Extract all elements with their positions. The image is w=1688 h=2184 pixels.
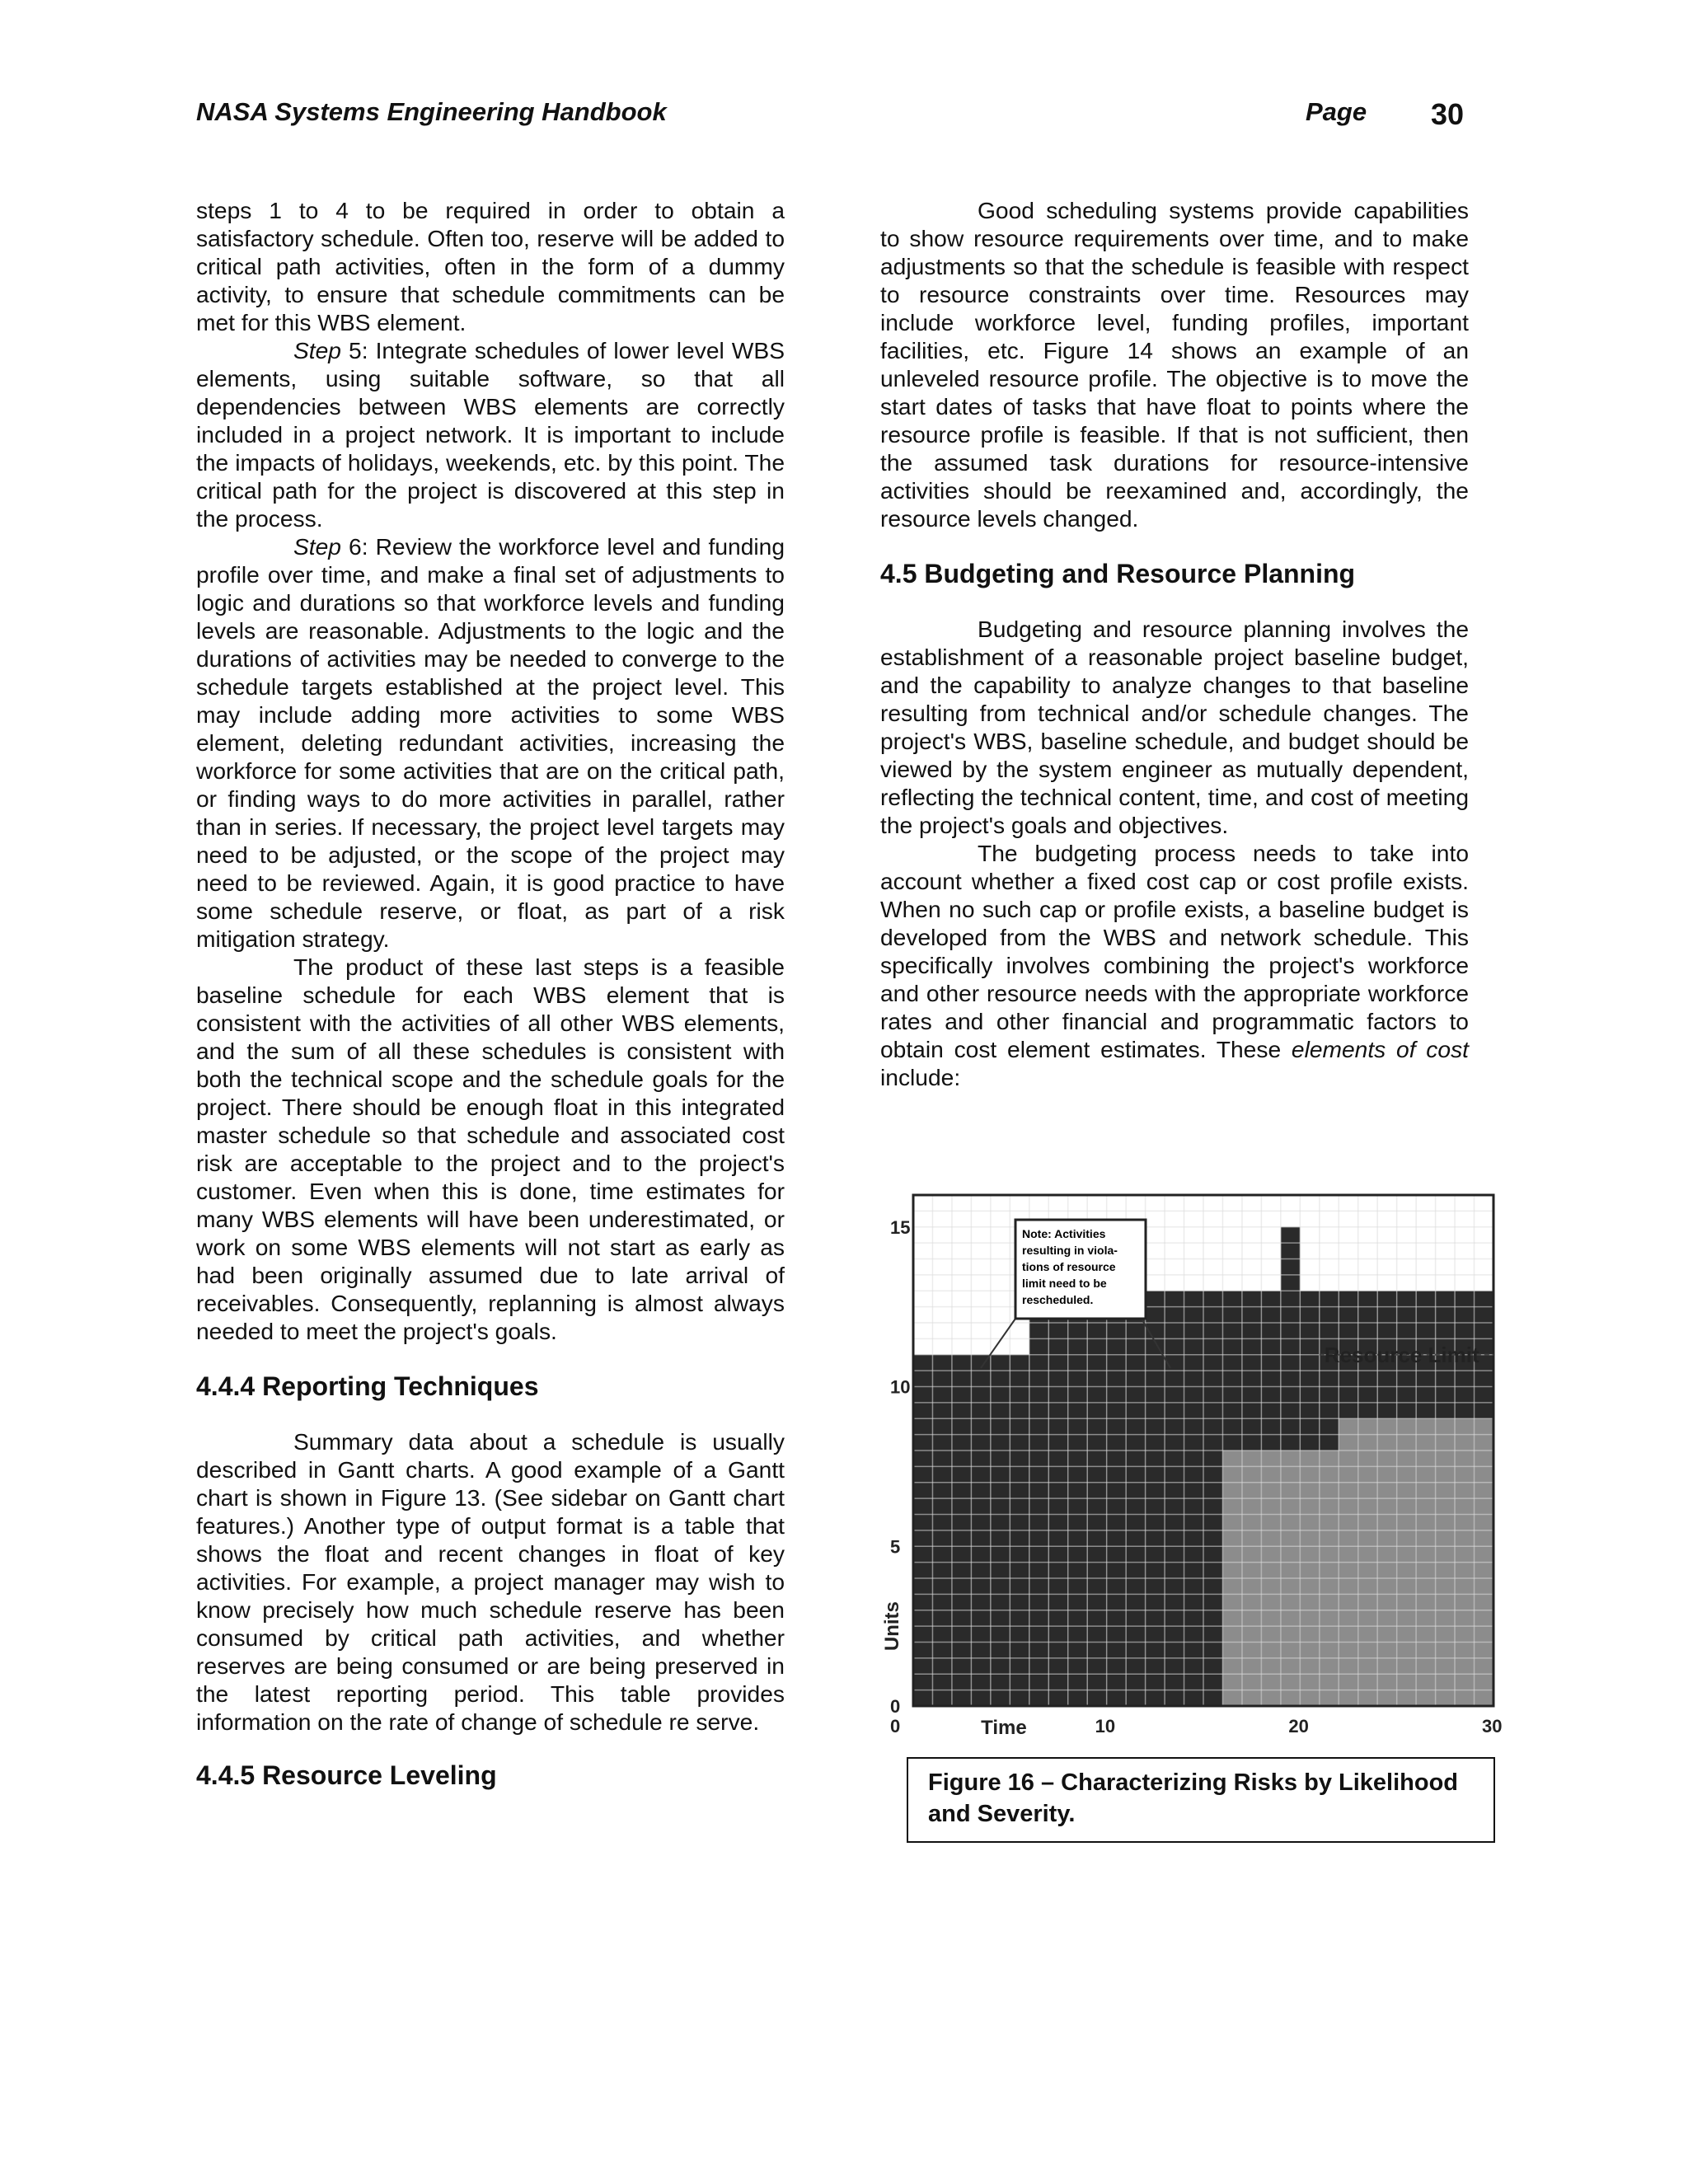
page-label: Page (1306, 97, 1367, 126)
paragraph (880, 839, 1469, 1091)
step-text: 5: Integrate schedules of lower level WBS elements, using suitable software, so that all dependencies between WBS elements are correctly included in a project network. It is important to include the impacts of holidays, weekends, etc. by this point. The critical path for the project is discovered at this step in the process. (196, 337, 785, 532)
note-line: rescheduled. (1022, 1293, 1094, 1306)
paragraph: Budgeting and resource planning involves the establishment of a reasonable project baseline budget, and the capability to analyze changes to that baseline resulting from technical and/or schedule changes. The project's WBS, baseline schedule, and budget should be viewed by the system engineer as mutually dependent, reflecting the technical content, time, and cost of meeting the project's goals and objectives. (880, 616, 1469, 838)
emphasis: elements of cost (1291, 1036, 1469, 1062)
x-tick-label: 0 (890, 1716, 901, 1736)
paragraph: The product of these last steps is a feasible baseline schedule for each WBS element that is consistent with the activities of all other WBS elements, and the sum of all these schedules is consistent with both the technical scope and the schedule goals for the project. There should be enough float in this integrated master schedule so that schedule and associated cost risk are acceptable to the project and to the project's customer. Even when this is done, time estimates for many WBS elements will have been underestimated, or work on some WBS elements will not start as early as had been originally assumed due to late arrival of receivables. Consequently, replanning is almost always needed to meet the project's goals. (196, 954, 785, 1344)
paragraph-step6 (196, 532, 785, 953)
paragraph: Good scheduling systems provide capabilities to show resource requirements over time, and to make adjustments so that the schedule is feasible with respect to resource constraints over time. Resources may include workforce level, funding profiles, important facilities, etc. Figure 14 shows an example of an unleveled resource profile. The objective is to move the start dates of tasks that have float to points where the resource profile is feasible. If that is not sufficient, then the assumed task durations for resource-intensive activities should be reexamined and, accordingly, the resource levels changed. (880, 197, 1469, 532)
left-column (196, 196, 785, 1792)
section-heading-445: 4.4.5 Resource Leveling (196, 1760, 497, 1790)
paragraph: Summary data about a schedule is usually described in Gantt charts. A good example of a Gantt chart is shown in Figure 13. (See sidebar on Gantt chart features.) Another type of output format is a table that shows the float and recent changes in float of key activities. For example, a project manager may wish to know precisely how much schedule reserve has been consumed by critical path activities, and whether reserves are being consumed or are being preserved in the latest reporting period. This table provides information on the rate of change of schedule re serve. (196, 1428, 785, 1735)
x-tick-label: 10 (1095, 1716, 1116, 1736)
y-tick-label: 15 (890, 1216, 911, 1238)
note-line: limit need to be (1022, 1277, 1107, 1290)
note-line: Note: Activities (1022, 1227, 1106, 1240)
right-column (880, 196, 1469, 1091)
section-heading-444: 4.4.4 Reporting Techniques (196, 1371, 539, 1401)
page-number: 30 (1431, 97, 1465, 131)
text-run: The budgeting process needs to take into account whether a fixed cost cap or cost profile exists. When no such cap or profile exists, a baseline budget is developed from the WBS and network schedule. This specifically involves combining the project's workforce and other resource needs with the appropriate workforce rates and other financial and programmatic factors to obtain cost element estimates. These (880, 840, 1469, 1062)
resource-limit-label: Resource Limit (1324, 1342, 1479, 1367)
text-run: include: (880, 1064, 961, 1090)
x-tick-label: 20 (1288, 1716, 1309, 1736)
step-label: Step (293, 337, 341, 363)
running-header-title: NASA Systems Engineering Handbook (196, 97, 667, 126)
step-text: 6: Review the workforce level and funding profile over time, and make a final set of adjustments to logic and durations so that workforce levels and funding levels are reasonable. Adjustments to the logic and the durations of activities may be needed to converge to the schedule targets established at the project level. This may include adding more activities to some WBS element, deleting redundant activities, increasing the workforce for some activities that are on the critical path, or finding ways to do more activities in parallel, rather than in series. If necessary, the project level targets may need to be adjusted, or the scope of the project may need to be reviewed. Again, it is good practice to have some schedule reserve, or float, as part of a risk mitigation strategy. (196, 533, 785, 952)
note-line: resulting in viola- (1022, 1244, 1118, 1257)
step-label: Step (293, 533, 341, 560)
figure-caption: Figure 16 – Characterizing Risks by Likelihood and Severity. (907, 1757, 1495, 1843)
paragraph: steps 1 to 4 to be required in order to obtain a satisfactory schedule. Often too, reserve will be added to critical path activities, often in the form of a dummy activity, to ensure that schedule commitments can be met for this WBS element. (196, 197, 785, 335)
y-axis-label: Units (881, 1601, 903, 1652)
x-axis-label: Time (981, 1717, 1027, 1739)
y-tick-label: 0 (890, 1696, 901, 1717)
resource-profile-chart (874, 1170, 1503, 1747)
y-tick-label: 10 (890, 1376, 911, 1398)
y-tick-label: 5 (890, 1536, 901, 1558)
section-heading-45: 4.5 Budgeting and Resource Planning (880, 559, 1356, 588)
paragraph-step5 (196, 336, 785, 532)
x-tick-label: 30 (1482, 1716, 1503, 1736)
resource-profile-figure (874, 1170, 1503, 1747)
note-line: tions of resource (1022, 1260, 1116, 1273)
